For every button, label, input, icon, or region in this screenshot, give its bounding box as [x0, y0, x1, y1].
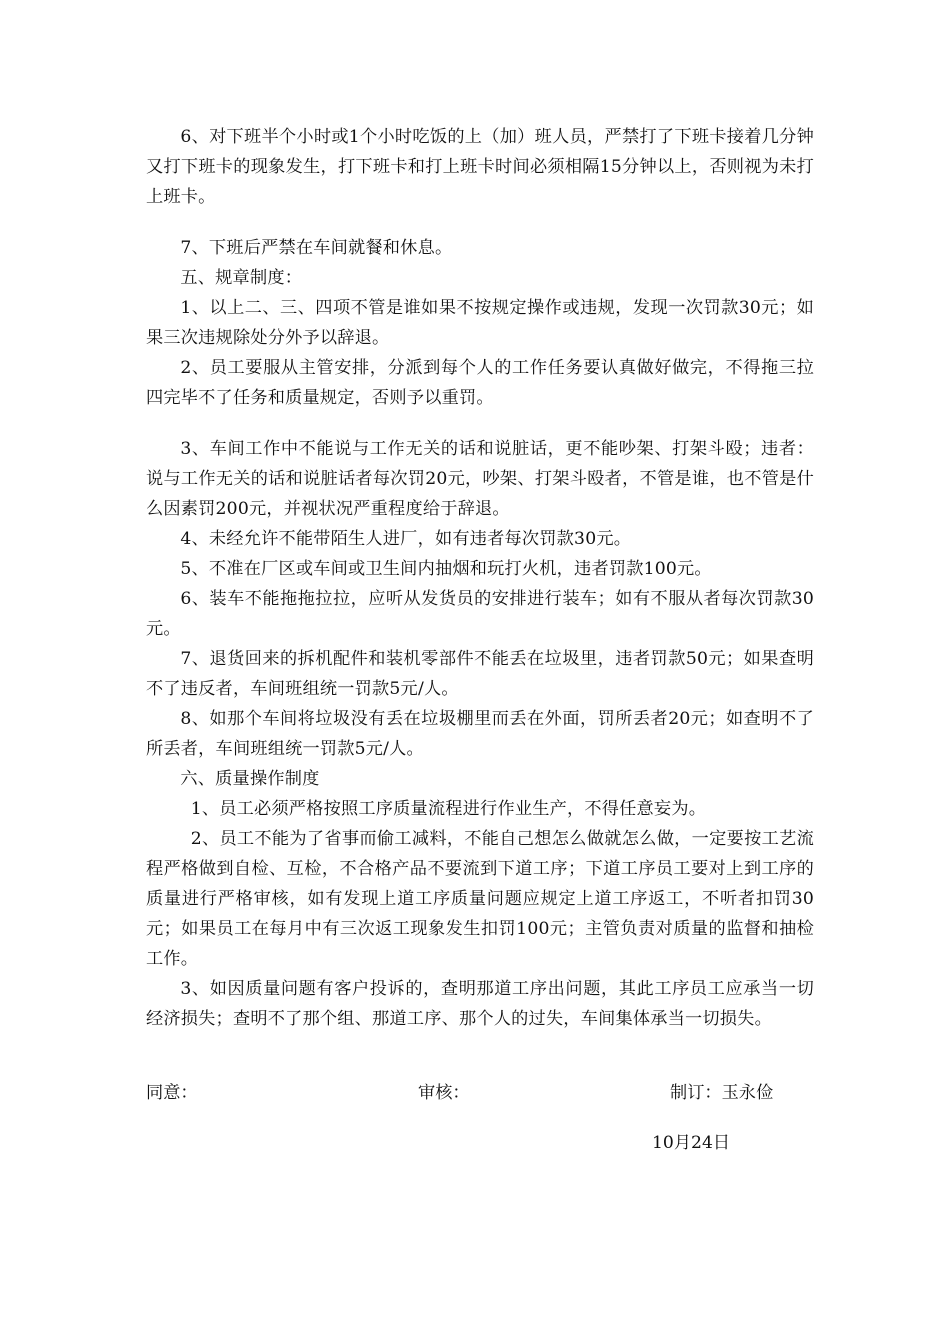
rule-2-obey-supervisor: 2、员工要服从主管安排，分派到每个人的工作任务要认真做好做完，不得拖三拉四完毕不了任务和质量规定，否则予以重罚。	[146, 358, 814, 408]
rule-3-no-fighting: 3、车间工作中不能说与工作无关的话和说脏话，更不能吵架、打架斗殴；违者：说与工作无关的话和说脏话者每次罚20元，吵架、打架斗殴者，不管是谁，也不管是什么因素罚200元，并视状况严重程度给于辞退。	[146, 439, 814, 519]
clause-6-meal-break-clocking: 6、对下班半个小时或1个小时吃饭的上（加）班人员，严禁打了下班卡接着几分钟又打下班卡的现象发生，打下班卡和打上班卡时间必须相隔15分钟以上，否则视为未打上班卡。	[146, 127, 814, 207]
document-body	[146, 122, 814, 1034]
author-label: 制订：玉永俭	[670, 1083, 774, 1103]
rule-4-no-strangers: 4、未经允许不能带陌生人进厂，如有违者每次罚款30元。	[180, 529, 632, 549]
rule-6-loading: 6、装车不能拖拖拉拉，应听从发货员的安排进行装车；如有不服从者每次罚款30元。	[146, 589, 814, 639]
quality-rule-1: 1、员工必须严格按照工序质量流程进行作业生产，不得任意妄为。	[190, 799, 707, 819]
rule-1-violation-fine: 1、以上二、三、四项不管是谁如果不按规定操作或违规，发现一次罚款30元；如果三次违规除处分外予以辞退。	[146, 298, 814, 348]
approval-label: 同意：	[146, 1083, 198, 1103]
rule-8-garbage: 8、如那个车间将垃圾没有丢在垃圾棚里而丢在外面，罚所丢者20元；如查明不了所丢者，车间班组统一罚款5元/人。	[146, 709, 814, 759]
quality-rule-3: 3、如因质量问题有客户投诉的，查明那道工序出问题，其此工序员工应承当一切经济损失；查明不了那个组、那道工序、那个人的过失，车间集体承当一切损失。	[146, 979, 814, 1029]
document-date: 10月24日	[652, 1133, 731, 1153]
quality-rule-2: 2、员工不能为了省事而偷工减料，不能自己想怎么做就怎么做，一定要按工艺流程严格做到自检、互检，不合格产品不要流到下道工序；下道工序员工要对上到工序的质量进行严格审核，如有发现上道工序质量问题应规定上道工序返工，不听者扣罚30元；如果员工在每月中有三次返工现象发生扣罚100元；主管负责对质量的监督和抽检工作。	[146, 829, 814, 969]
clause-7-no-dining-in-workshop: 7、下班后严禁在车间就餐和休息。	[180, 238, 453, 258]
signature-row	[146, 1078, 814, 1108]
section-6-heading: 六、质量操作制度	[180, 769, 320, 789]
rule-7-returned-parts: 7、退货回来的拆机配件和装机零部件不能丢在垃圾里，违者罚款50元；如果查明不了违反者，车间班组统一罚款5元/人。	[146, 649, 814, 699]
section-5-heading: 五、规章制度：	[180, 268, 303, 288]
rule-5-no-smoking: 5、不准在厂区或车间或卫生间内抽烟和玩打火机，违者罚款100元。	[180, 559, 712, 579]
review-label: 审核：	[418, 1083, 470, 1103]
